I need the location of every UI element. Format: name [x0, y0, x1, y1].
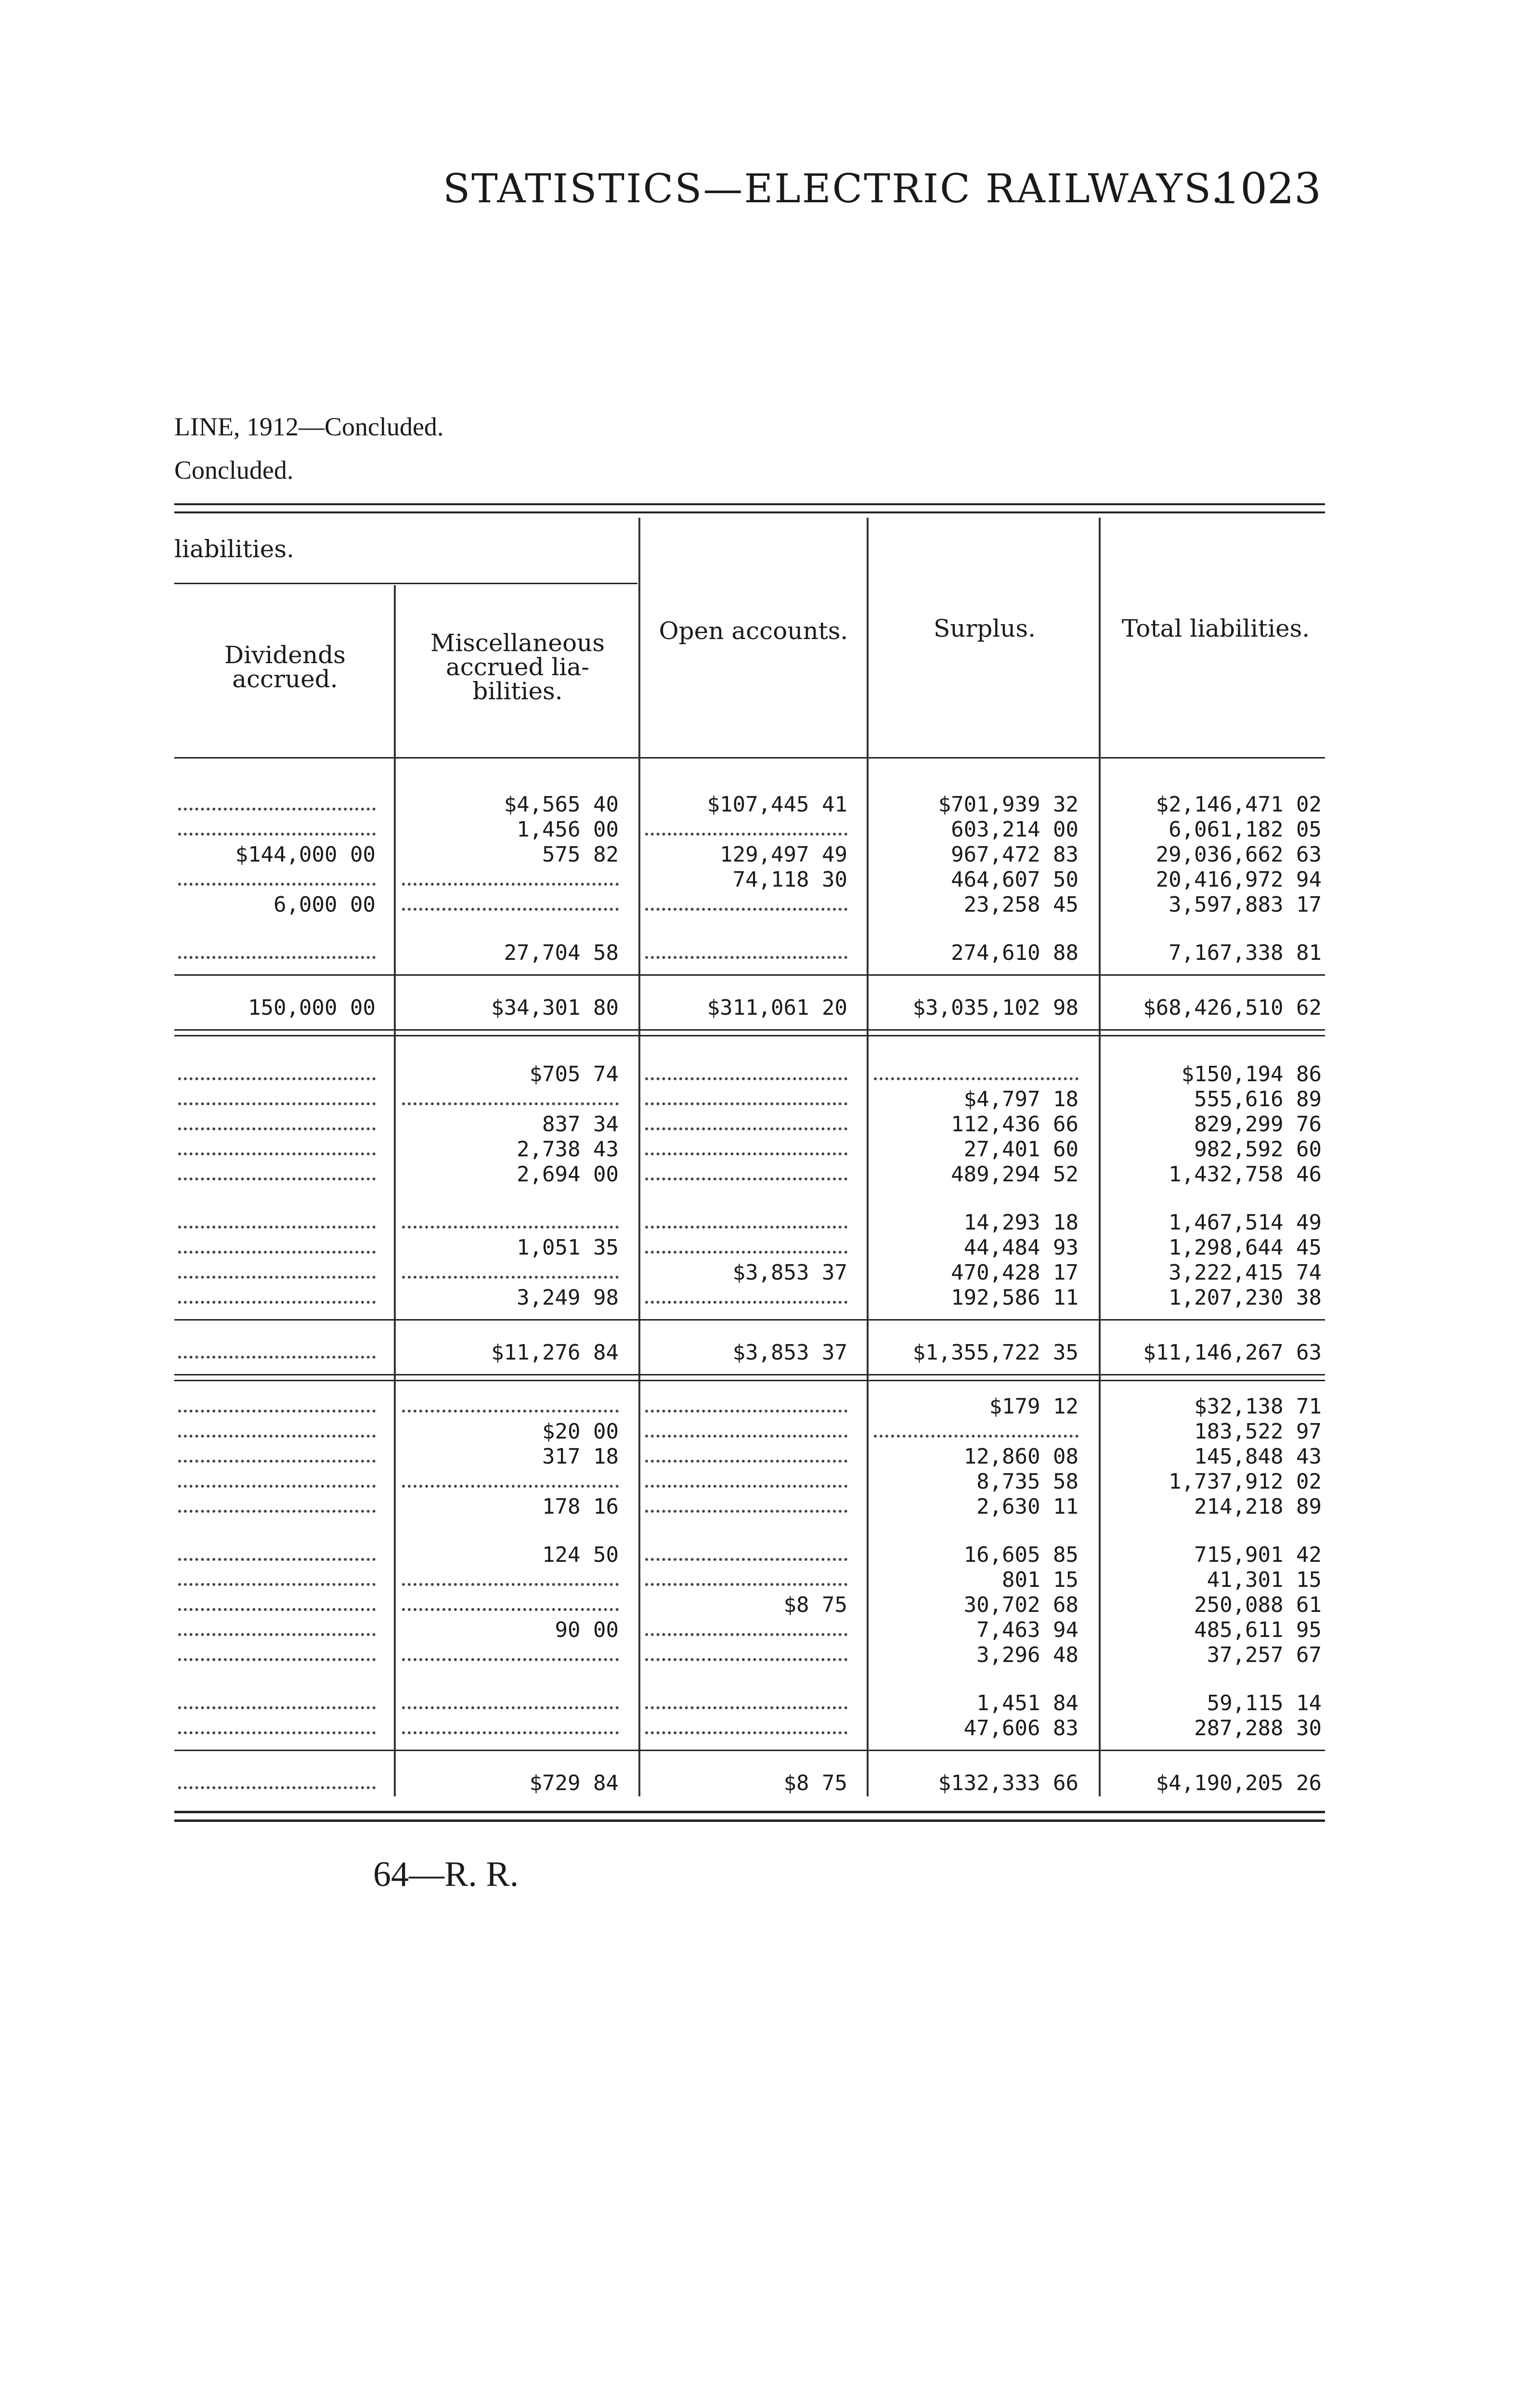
table-cell-misc: 1,456 00	[517, 817, 619, 842]
leader-dots	[645, 1731, 847, 1734]
table-cell-surplus: 47,606 83	[963, 1716, 1078, 1741]
table-cell-total: $4,190,205 26	[1156, 1771, 1322, 1795]
leader-dots	[178, 1102, 376, 1105]
table-cell-surplus: $1,355,722 35	[912, 1340, 1078, 1365]
header-bottom-rule	[174, 757, 1325, 759]
leader-dots	[645, 1102, 847, 1105]
signature-mark: 64—R. R.	[373, 1855, 519, 1894]
table-cell-surplus: $132,333 66	[938, 1771, 1078, 1795]
table-cell-open: $8 75	[783, 1771, 847, 1795]
column-divider	[394, 585, 396, 1796]
bottom-rule	[174, 1811, 1325, 1813]
table-cell-open: 74,118 30	[732, 867, 847, 892]
leader-dots	[178, 1558, 376, 1561]
table-cell-total: 41,301 15	[1207, 1568, 1322, 1592]
leader-dots	[645, 1510, 847, 1513]
leader-dots	[645, 1633, 847, 1636]
table-cell-surplus: 44,484 93	[963, 1235, 1078, 1260]
leader-dots	[178, 1077, 376, 1080]
leader-dots	[178, 1731, 376, 1734]
leader-dots	[178, 956, 376, 959]
leader-dots	[178, 833, 376, 836]
leader-dots	[178, 1706, 376, 1709]
table-cell-total: 250,088 61	[1194, 1593, 1322, 1617]
table-cell-total: 1,207,230 38	[1169, 1285, 1322, 1310]
table-cell-surplus: 112,436 66	[951, 1112, 1078, 1137]
table-cell-surplus: 8,735 58	[976, 1469, 1078, 1494]
leader-dots	[645, 1251, 847, 1254]
table-cell-surplus: 192,586 11	[951, 1285, 1078, 1310]
leader-dots	[178, 808, 376, 811]
table-cell-total: 982,592 60	[1194, 1137, 1322, 1162]
table-cell-total: $11,146,267 63	[1143, 1340, 1322, 1365]
table-cell-dividends: 150,000 00	[248, 995, 376, 1020]
header-total: Total liabilities.	[1121, 615, 1310, 642]
leader-dots	[645, 1435, 847, 1438]
table-cell-misc: $729 84	[529, 1771, 619, 1795]
table-cell-misc: 3,249 98	[517, 1285, 619, 1310]
table-cell-surplus: 23,258 45	[963, 892, 1078, 917]
table-cell-misc: $20 00	[542, 1419, 619, 1444]
table-cell-total: 1,467,514 49	[1169, 1210, 1322, 1235]
table-cell-misc: 27,704 58	[504, 941, 619, 965]
table-cell-surplus: 16,605 85	[963, 1543, 1078, 1567]
table-cell-total: $32,138 71	[1194, 1394, 1322, 1419]
leader-dots	[178, 1226, 376, 1229]
table-cell-total: 829,299 76	[1194, 1112, 1322, 1137]
table-cell-surplus: $3,035,102 98	[912, 995, 1078, 1020]
leader-dots	[645, 1706, 847, 1709]
column-divider	[638, 518, 640, 1796]
table-cell-total: 3,222,415 74	[1169, 1260, 1322, 1285]
header-dividends: Dividends accrued.	[224, 641, 346, 693]
leader-dots	[178, 1356, 376, 1359]
leader-dots	[178, 883, 376, 886]
leader-dots	[178, 1583, 376, 1586]
leader-dots	[402, 1102, 619, 1105]
leader-dots	[402, 1731, 619, 1734]
table-cell-total: 183,522 97	[1194, 1419, 1322, 1444]
table-cell-surplus: 2,630 11	[976, 1494, 1078, 1519]
table-caption: LINE, 1912—Concluded.	[174, 412, 444, 441]
table-cell-open: $3,853 37	[732, 1340, 847, 1365]
table-cell-surplus: 30,702 68	[963, 1593, 1078, 1617]
leader-dots	[645, 1077, 847, 1080]
table-cell-total: 7,167,338 81	[1169, 941, 1322, 965]
running-head: STATISTICS—ELECTRIC RAILWAYS.	[443, 166, 1225, 212]
leader-dots	[178, 1178, 376, 1180]
table-cell-surplus: 3,296 48	[976, 1643, 1078, 1667]
table-cell-surplus: 464,607 50	[951, 867, 1078, 892]
leader-dots	[178, 1460, 376, 1463]
leader-dots	[178, 1251, 376, 1254]
table-cell-surplus: $701,939 32	[938, 792, 1078, 817]
top-rule	[174, 503, 1325, 505]
table-cell-misc: 124 50	[542, 1543, 619, 1567]
table-cell-misc: $705 74	[529, 1062, 619, 1086]
group-header-rule	[174, 583, 637, 584]
table-cell-total: 29,036,662 63	[1156, 842, 1322, 867]
table-cell-misc: 575 82	[542, 842, 619, 867]
table-cell-total: 20,416,972 94	[1156, 867, 1322, 892]
total-rule	[174, 974, 1325, 976]
leader-dots	[645, 1460, 847, 1463]
column-divider	[1099, 518, 1101, 1796]
table-cell-open: $8 75	[783, 1593, 847, 1617]
total-rule	[174, 1319, 1325, 1321]
leader-dots	[645, 1558, 847, 1561]
table-cell-surplus: 274,610 88	[951, 941, 1078, 965]
table-cell-total: 1,298,644 45	[1169, 1235, 1322, 1260]
table-cell-misc: 2,694 00	[517, 1162, 619, 1187]
leader-dots	[645, 1410, 847, 1413]
leader-dots	[645, 833, 847, 836]
table-cell-surplus: 1,451 84	[976, 1691, 1078, 1715]
table-cell-total: $150,194 86	[1181, 1062, 1322, 1086]
leader-dots	[874, 1077, 1078, 1080]
table-cell-open: $3,853 37	[732, 1260, 847, 1285]
table-cell-total: 6,061,182 05	[1169, 817, 1322, 842]
leader-dots	[178, 1608, 376, 1611]
leader-dots	[645, 1485, 847, 1488]
bottom-rule-double	[174, 1819, 1325, 1822]
table-cell-surplus: 801 15	[1002, 1568, 1078, 1592]
table-cell-misc: 1,051 35	[517, 1235, 619, 1260]
leader-dots	[402, 1226, 619, 1229]
table-cell-total: 485,611 95	[1194, 1618, 1322, 1642]
leader-dots	[645, 908, 847, 911]
group-header: liabilities.	[174, 535, 294, 563]
table-cell-surplus: 470,428 17	[951, 1260, 1078, 1285]
section-double-rule	[174, 1380, 1325, 1381]
table-cell-total: $68,426,510 62	[1143, 995, 1322, 1020]
table-cell-total: 555,616 89	[1194, 1087, 1322, 1112]
table-cell-misc: $11,276 84	[491, 1340, 619, 1365]
table-cell-total: 37,257 67	[1207, 1643, 1322, 1667]
leader-dots	[178, 1633, 376, 1636]
leader-dots	[178, 1301, 376, 1304]
leader-dots	[402, 1658, 619, 1661]
leader-dots	[402, 1608, 619, 1611]
leader-dots	[178, 1127, 376, 1130]
leader-dots	[402, 908, 619, 911]
table-cell-total: 59,115 14	[1207, 1691, 1322, 1715]
leader-dots	[402, 1583, 619, 1586]
table-cell-misc: 837 34	[542, 1112, 619, 1137]
table-cell-open: $107,445 41	[707, 792, 847, 817]
leader-dots	[178, 1510, 376, 1513]
table-cell-misc: $34,301 80	[491, 995, 619, 1020]
section-double-rule	[174, 1374, 1325, 1375]
table-cell-dividends: $144,000 00	[235, 842, 376, 867]
table-cell-total: $2,146,471 02	[1156, 792, 1322, 817]
leader-dots	[874, 1435, 1078, 1438]
table-cell-total: 3,597,883 17	[1169, 892, 1322, 917]
leader-dots	[402, 1276, 619, 1279]
header-open-accounts: Open accounts.	[659, 617, 848, 645]
section-double-rule	[174, 1029, 1325, 1031]
table-cell-misc: 2,738 43	[517, 1137, 619, 1162]
table-cell-surplus: 489,294 52	[951, 1162, 1078, 1187]
leader-dots	[645, 1583, 847, 1586]
table-cell-total: 145,848 43	[1194, 1444, 1322, 1469]
table-cell-surplus: 967,472 83	[951, 842, 1078, 867]
leader-dots	[402, 883, 619, 886]
leader-dots	[178, 1410, 376, 1413]
table-cell-surplus: 14,293 18	[963, 1210, 1078, 1235]
table-cell-misc: 317 18	[542, 1444, 619, 1469]
header-misc: Miscellaneous accrued lia-bilities.	[430, 629, 605, 705]
table-cell-misc: 178 16	[542, 1494, 619, 1519]
leader-dots	[645, 1301, 847, 1304]
leader-dots	[402, 1410, 619, 1413]
leader-dots	[645, 1658, 847, 1661]
leader-dots	[645, 1178, 847, 1180]
table-caption-continued: Concluded.	[174, 456, 294, 484]
leader-dots	[178, 1786, 376, 1789]
leader-dots	[178, 1152, 376, 1155]
leader-dots	[178, 1658, 376, 1661]
table-cell-open: 129,497 49	[720, 842, 847, 867]
table-cell-open: $311,061 20	[707, 995, 847, 1020]
leader-dots	[645, 1152, 847, 1155]
leader-dots	[645, 1226, 847, 1229]
table-cell-misc: $4,565 40	[504, 792, 619, 817]
column-divider	[867, 518, 869, 1796]
leader-dots	[402, 1485, 619, 1488]
header-surplus: Surplus.	[933, 615, 1036, 642]
table-cell-total: 1,737,912 02	[1169, 1469, 1322, 1494]
page-number: 1023	[1213, 164, 1321, 213]
table-cell-surplus: $179 12	[989, 1394, 1078, 1419]
table-cell-surplus: 603,214 00	[951, 817, 1078, 842]
table-cell-surplus: 12,860 08	[963, 1444, 1078, 1469]
leader-dots	[645, 1127, 847, 1130]
leader-dots	[178, 1276, 376, 1279]
table-cell-surplus: 7,463 94	[976, 1618, 1078, 1642]
table-cell-surplus: 27,401 60	[963, 1137, 1078, 1162]
leader-dots	[402, 1706, 619, 1709]
total-rule	[174, 1750, 1325, 1751]
table-cell-total: 1,432,758 46	[1169, 1162, 1322, 1187]
section-double-rule	[174, 1035, 1325, 1036]
table-cell-total: 287,288 30	[1194, 1716, 1322, 1741]
leader-dots	[178, 1435, 376, 1438]
table-cell-dividends: 6,000 00	[273, 892, 376, 917]
leader-dots	[178, 1485, 376, 1488]
top-rule-double	[174, 511, 1325, 513]
table-cell-total: 214,218 89	[1194, 1494, 1322, 1519]
table-cell-misc: 90 00	[555, 1618, 619, 1642]
leader-dots	[645, 956, 847, 959]
table-cell-total: 715,901 42	[1194, 1543, 1322, 1567]
table-cell-surplus: $4,797 18	[963, 1087, 1078, 1112]
